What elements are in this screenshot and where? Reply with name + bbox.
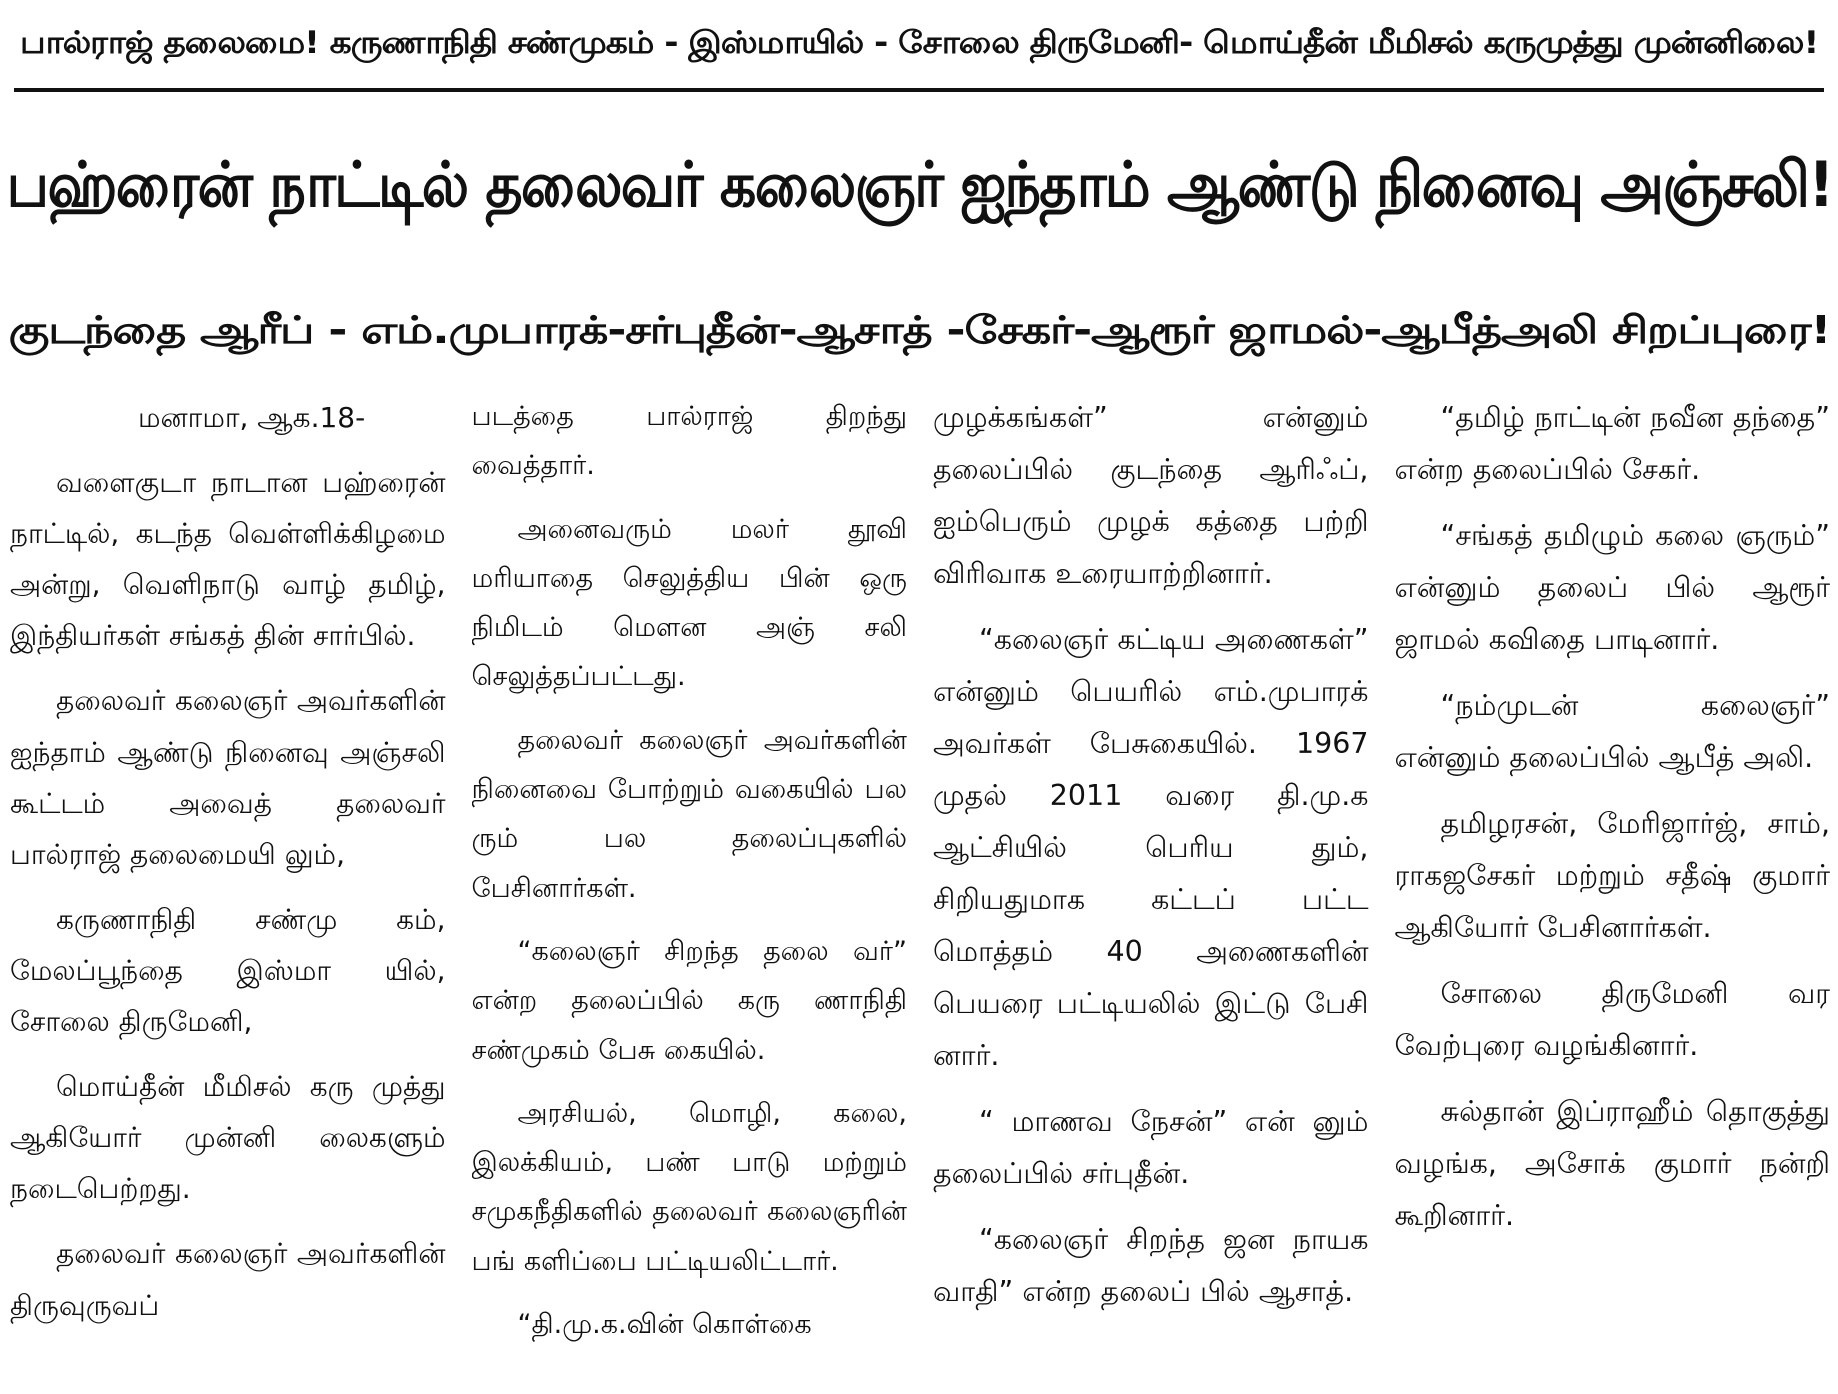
paragraph: “தி.மு.க.வின் கொள்கை [517, 1309, 812, 1341]
paragraph: சோலை திருமேனி வர வேற்புரை வழங்கினார். [1394, 977, 1830, 1062]
kicker-line: பால்ராஜ் தலைமை! கருணாநிதி சண்முகம் - இஸ்மாயில் - சோலை திருமேனி- மொய்தீன் மீமிசல் கருமுத்து முன்னிலை! [20, 25, 1818, 61]
article-column-1 [10, 392, 446, 1387]
paragraph: வளைகுடா நாடான பஹ்ரைன் நாட்டில், கடந்த வெள்ளிக்கிழமை அன்று, வெளிநாடு வாழ் தமிழ், இந்தியர்கள் சங்கத் தின் சார்பில். [10, 466, 446, 653]
paragraph: “கலைஞர் சிறந்த தலை வர்” என்ற தலைப்பில் கரு ணாநிதி சண்முகம் பேசு கையில். [471, 935, 907, 1066]
paragraph: “சங்கத் தமிழும் கலை ஞரும்” என்னும் தலைப் பில் ஆரூர் ஜாமல் கவிதை பாடினார். [1394, 519, 1830, 656]
paragraph: “கலைஞர் கட்டிய அணைகள்” என்னும் பெயரில் எம்.முபாரக் அவர்கள் பேசுகையில். 1967 முதல் 2011 வரை தி.மு.க ஆட்சியில் பெரிய தும், சிறியதுமாக கட்டப் பட்ட மொத்தம் 40 அணைகளின் பெயரை பட்டியலில் இட்டு பேசி னார். [933, 623, 1369, 1072]
dateline: மனாமா, ஆக.18- [138, 401, 366, 434]
paragraph: அனைவரும் மலர் தூவி மரியாதை செலுத்திய பின் ஒரு நிமிடம் மௌன அஞ் சலி செலுத்தப்பட்டது. [471, 513, 907, 693]
paragraph: “நம்முடன் கலைஞர்” என்னும் தலைப்பில் ஆபீத் அலி. [1394, 689, 1830, 774]
paragraph: “கலைஞர் சிறந்த ஜன நாயக வாதி” என்ற தலைப் பில் ஆசாத். [933, 1223, 1369, 1308]
paragraph: மொய்தீன் மீமிசல் கரு முத்து ஆகியோர் முன்னி லைகளும் நடைபெற்றது. [10, 1070, 446, 1206]
subheadline: குடந்தை ஆரீப் - எம்.முபாரக்-சர்புதீன்-ஆசாத் -சேகர்-ஆரூர் ஜாமல்-ஆபீத்அலி சிறப்புரை! [8, 308, 1830, 352]
article-body [10, 392, 1830, 1387]
paragraph: தலைவர் கலைஞர் அவர்களின் திருவுருவப் [10, 1237, 446, 1322]
paragraph: சுல்தான் இப்ராஹீம் தொகுத்து வழங்க, அசோக் குமார் நன்றி கூறினார். [1394, 1095, 1830, 1232]
paragraph: தமிழரசன், மேரிஜார்ஜ், சாம், ராகஜசேகர் மற்றும் சதீஷ் குமார் ஆகியோர் பேசினார்கள். [1394, 807, 1830, 944]
article-column-3 [933, 392, 1369, 1387]
article-column-4 [1395, 392, 1831, 1387]
paragraph: “தமிழ் நாட்டின் நவீன தந்தை” என்ற தலைப்பில் சேகர். [1394, 401, 1830, 486]
paragraph: தலைவர் கலைஞர் அவர்களின் நினைவை போற்றும் வகையில் பல ரும் பல தலைப்புகளில் பேசினார்கள். [471, 724, 907, 904]
paragraph: அரசியல், மொழி, கலை, இலக்கியம், பண் பாடு மற்றும் சமுகநீதிகளில் தலைவர் கலைஞரின் பங் களிப்பை பட்டியலிட்டார். [471, 1097, 907, 1277]
divider-rule [14, 88, 1824, 92]
paragraph: தலைவர் கலைஞர் அவர்களின் ஐந்தாம் ஆண்டு நினைவு அஞ்சலி கூட்டம் அவைத் தலைவர் பால்ராஜ் தலைமையி லும், [10, 684, 446, 871]
paragraph: படத்தை பால்ராஜ் திறந்து வைத்தார். [471, 401, 907, 482]
headline: பஹ்ரைன் நாட்டில் தலைவர் கலைஞர் ஐந்தாம் ஆண்டு நினைவு அஞ்சலி! [6, 148, 1832, 221]
paragraph: முழக்கங்கள்” என்னும் தலைப்பில் குடந்தை ஆரிஃப், ஐம்பெரும் முழக் கத்தை பற்றி விரிவாக உரையாற்றினார். [933, 401, 1369, 590]
article-column-2 [472, 392, 908, 1387]
paragraph: கருணாநிதி சண்மு கம், மேலப்பூந்தை இஸ்மா யில், சோலை திருமேனி, [10, 902, 446, 1039]
paragraph: “ மாணவ நேசன்” என் னும் தலைப்பில் சர்புதீன். [933, 1105, 1369, 1190]
